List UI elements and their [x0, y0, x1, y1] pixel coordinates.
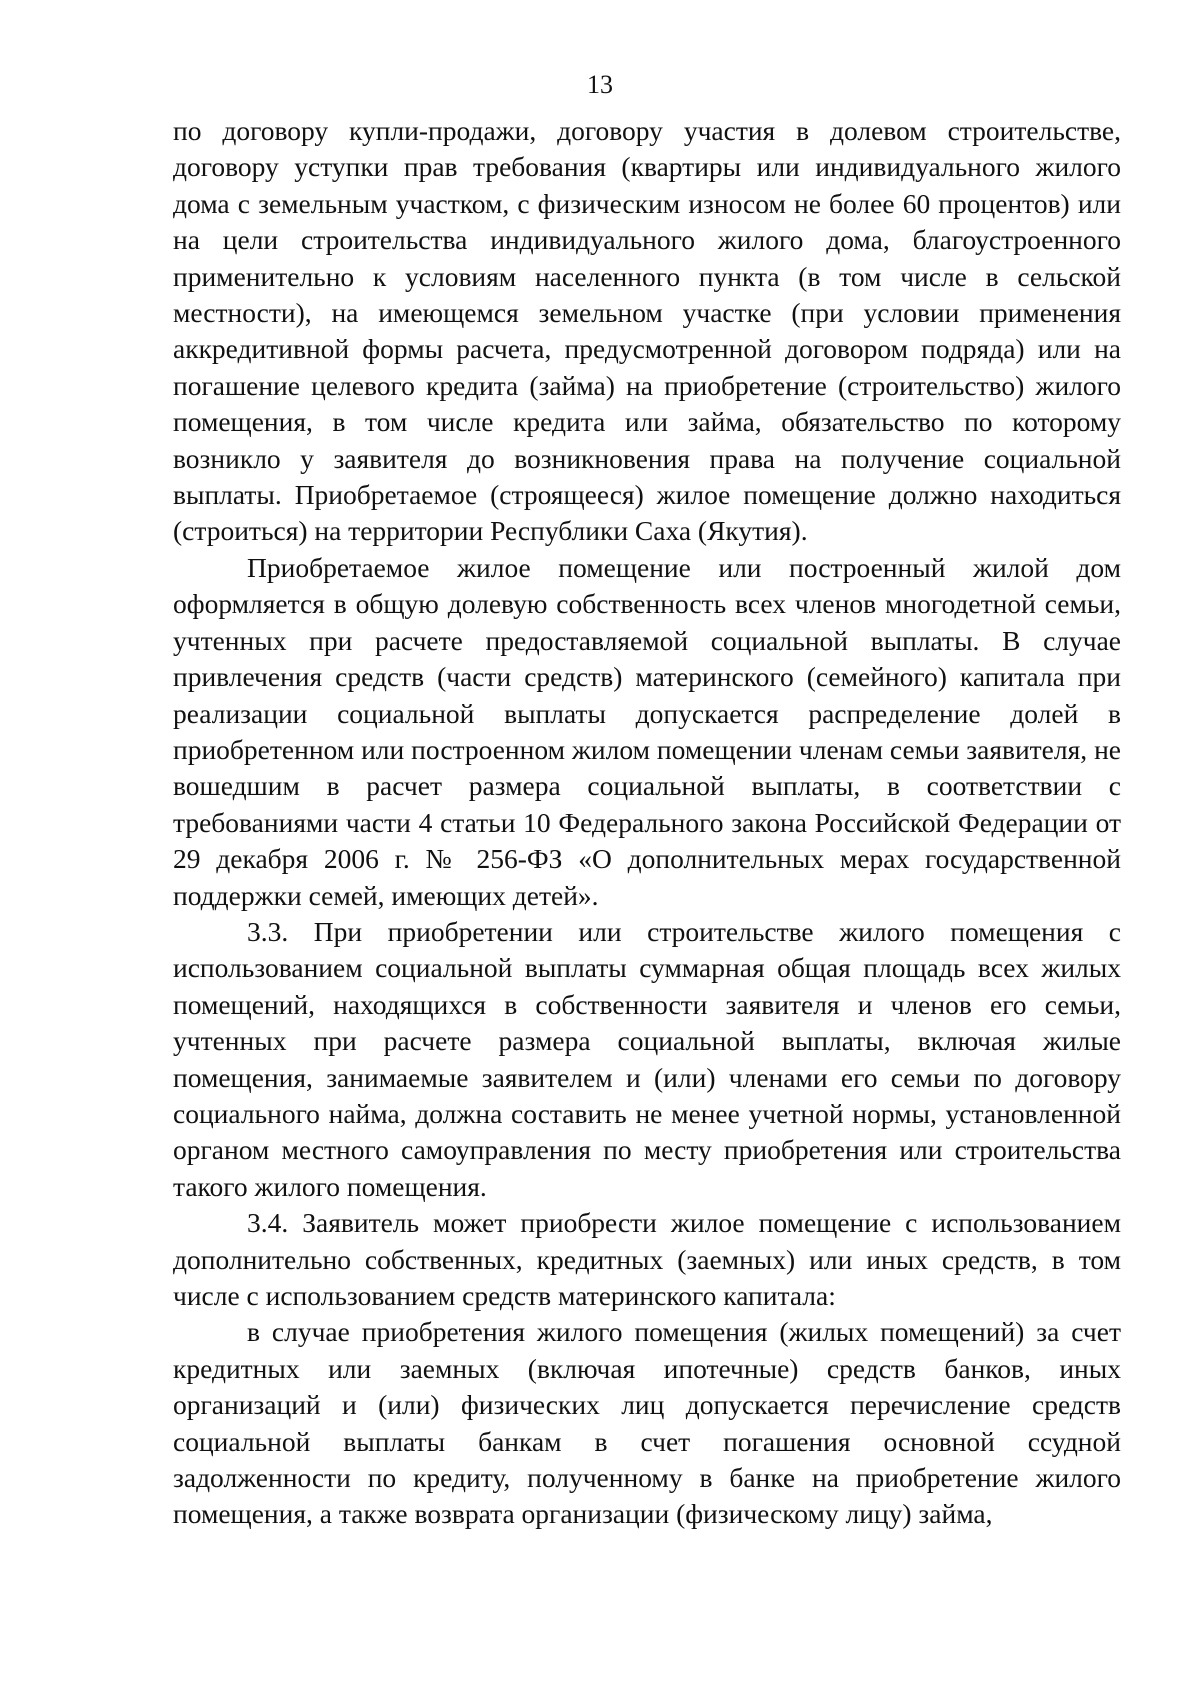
paragraph-continuation: по договору купли-продажи, договору участия в долевом строительстве, договору уступки прав требования (квартиры или индивидуального жилого дома с земельным участком, с физическим износом не более 60 процентов) или на цели строительства индивидуального жилого дома, благоустроенного применительно к условиям населенного пункта (в том числе в сельской местности), на имеющемся земельном участке (при условии применения аккредитивной формы расчета, предусмотренной договором подряда) или на погашение целевого кредита (займа) на приобретение (строительство) жилого помещения, в том числе кредита или займа, обязательство по которому возникло у заявителя до возникновения права на получение социальной выплаты. Приобретаемое (строящееся) жилое помещение должно находиться (строиться) на территории Республики Саха (Якутия).	[173, 115, 1121, 547]
paragraph-3-3: 3.3. При приобретении или строительстве жилого помещения с использованием социальной выплаты суммарная общая площадь всех жилых помещений, находящихся в собственности заявителя и членов его семьи, учтенных при расчете размера социальной выплаты, включая жилые помещения, занимаемые заявителем и (или) членами его семьи по договору социального найма, должна составить не менее учетной нормы, установленной органом местного самоуправления по месту приобретения или строительства такого жилого помещения.	[173, 915, 1121, 1202]
paragraph-ownership: Приобретаемое жилое помещение или построенный жилой дом оформляется в общую долевую собственность всех членов многодетной семьи, учтенных при расчете предоставляемой социальной выплаты. В случае привлечения средств (части средств) материнского (семейного) капитала при реализации социальной выплаты допускается распределение долей в приобретенном или построенном жилом помещении членам семьи заявителя, не вошедшим в расчет размера социальной выплаты, в соответствии с требованиями части 4 статьи 10 Федерального закона Российской Федерации от 29 декабря 2006 г. № 256-ФЗ «О дополнительных мерах государственной поддержки семей, имеющих детей».	[173, 551, 1121, 911]
page-number: 13	[587, 70, 613, 99]
paragraph-credit: в случае приобретения жилого помещения (жилых помещений) за счет кредитных или заемных (включая ипотечные) средств банков, иных организаций и (или) физических лиц допускается перечисление средств социальной выплаты банкам в счет погашения основной ссудной задолженности по кредиту, полученному в банке на приобретение жилого помещения, а также возврата организации (физическому лицу) займа,	[173, 1316, 1121, 1530]
paragraph-3-4: 3.4. Заявитель может приобрести жилое помещение с использованием дополнительно собственных, кредитных (заемных) или иных средств, в том числе с использованием средств материнского капитала:	[173, 1207, 1121, 1311]
body-text	[173, 113, 1121, 1533]
